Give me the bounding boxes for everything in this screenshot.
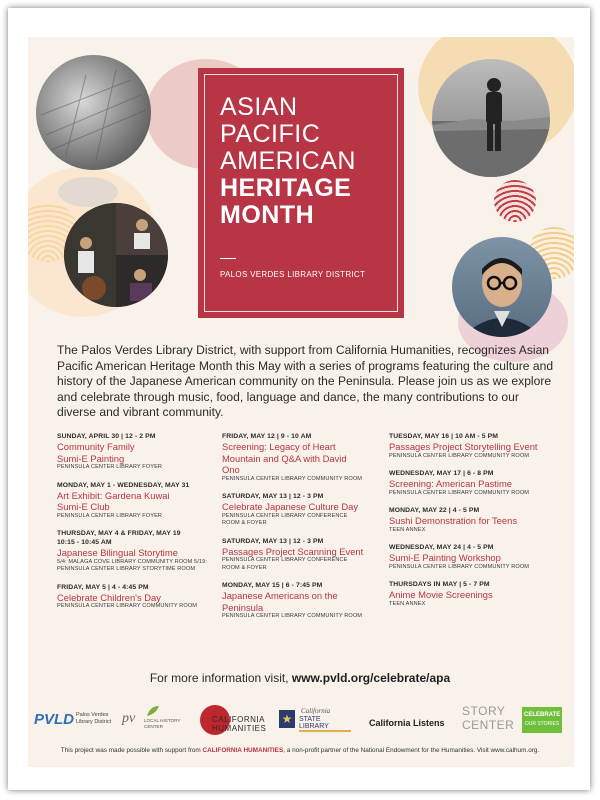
- event-date: WEDNESDAY, MAY 17 | 6 - 8 PM: [389, 470, 494, 477]
- csl-text: STATE LIBRARY: [299, 716, 351, 732]
- drummer-figures-icon: [64, 203, 168, 307]
- event-date: FRIDAY, MAY 5 | 4 - 4:45 PM: [57, 583, 149, 591]
- aerial-texture-icon: [36, 55, 151, 170]
- event-item: [222, 537, 392, 573]
- event-title[interactable]: Anime Movie Screenings: [389, 589, 493, 600]
- title-line-2: PACIFIC: [220, 120, 321, 148]
- footer-highlight: CALIFORNIA HUMANITIES: [202, 747, 284, 754]
- event-title[interactable]: Japanese Bilingual Storytime: [57, 547, 178, 558]
- red-wave-circle: [494, 180, 536, 222]
- event-location: 5/4: MALAGA COVE LIBRARY COMMUNITY ROOM 5/19: PENINSULA CENTER LIBRARY STORYTIME ROOM: [57, 558, 207, 572]
- event-location: PENINSULA CENTER LIBRARY COMMUNITY ROOM: [389, 563, 530, 570]
- title-subtitle: PALOS VERDES LIBRARY DISTRICT: [220, 270, 366, 279]
- event-item: [389, 469, 559, 497]
- event-item: [222, 581, 392, 621]
- event-date: FRIDAY, MAY 12 | 9 - 10 AM: [222, 433, 312, 440]
- california-state-library-logo[interactable]: [279, 706, 351, 734]
- man-silhouette-icon: [432, 59, 550, 177]
- event-title[interactable]: Japanese Americans on the Peninsula: [222, 590, 338, 613]
- event-item: [389, 543, 559, 571]
- event-date: TUESDAY, MAY 16 | 10 AM - 5 PM: [389, 433, 499, 440]
- leaf-icon: [146, 705, 160, 717]
- event-location: PENINSULA CENTER LIBRARY COMMUNITY ROOM: [222, 613, 363, 619]
- pvld-logo[interactable]: [34, 709, 116, 733]
- ch-line-2: HUMANITIES: [212, 724, 267, 733]
- event-date: MONDAY, MAY 22 | 4 - 5 PM: [389, 507, 480, 514]
- story-center-logo[interactable]: [462, 704, 515, 736]
- event-location: PENINSULA CENTER LIBRARY COMMUNITY ROOM: [222, 475, 363, 482]
- event-title[interactable]: Celebrate Japanese Culture Day: [222, 501, 359, 512]
- csl-star-badge-icon: ★: [279, 710, 295, 728]
- portrait-icon: [452, 237, 552, 337]
- our-stories-text: OUR STORIES: [524, 721, 560, 727]
- event-title[interactable]: Celebrate Children's Day: [57, 591, 161, 603]
- event-item: [57, 529, 227, 574]
- event-location: TEEN ANNEX: [389, 600, 426, 607]
- event-item: [57, 432, 227, 472]
- photo-man-at-camp: [432, 59, 550, 177]
- csl-top-text: California: [301, 707, 331, 715]
- title-line-5: MONTH: [220, 201, 315, 229]
- event-location: PENINSULA CENTER LIBRARY FOYER: [57, 512, 163, 519]
- event-item: [389, 432, 559, 460]
- historic-photo-aerial: [36, 55, 151, 170]
- events-column-3: [389, 432, 559, 617]
- event-date: THURSDAYS IN MAY | 5 - 7 PM: [389, 581, 490, 588]
- california-listens-text: California Listens: [369, 718, 445, 728]
- pvld-wordmark: PVLD: [34, 711, 75, 728]
- local-history-center-logo[interactable]: [122, 705, 192, 735]
- photo-portrait-david-ono: [452, 237, 552, 337]
- photo-taiko-drummers: [64, 203, 168, 307]
- story-text: STORY: [462, 704, 506, 718]
- event-location: TEEN ANNEX: [389, 526, 426, 533]
- more-info-link[interactable]: www.pvld.org/celebrate/apa: [291, 671, 451, 685]
- event-location: PENINSULA CENTER LIBRARY CONFERENCE ROOM & FOYER: [222, 557, 348, 571]
- intro-paragraph: The Palos Verdes Library District, with support from California Humanities, recognizes Asian Pacific American Heritage Month this May with a series of programs featuring the culture and history of the Japanese American community on the Peninsula. Please join us as we explore and celebrate through music, food, language and dance, the many contributions to our diverse and vibrant community.: [57, 343, 554, 420]
- california-listens-logo[interactable]: [369, 713, 447, 729]
- more-info: [0, 671, 600, 685]
- title-box: [198, 68, 404, 318]
- event-location: PENINSULA CENTER LIBRARY COMMUNITY ROOM: [389, 452, 530, 459]
- event-item: [389, 580, 559, 608]
- ch-line-1: CALIFORNIA: [212, 715, 266, 724]
- event-date: SUNDAY, APRIL 30 | 12 - 2 PM: [57, 433, 156, 440]
- event-item: [57, 583, 227, 611]
- event-location: PENINSULA CENTER LIBRARY FOYER: [57, 464, 163, 470]
- california-humanities-logo[interactable]: [200, 703, 268, 739]
- event-date: SATURDAY, MAY 13 | 12 - 3 PM: [222, 493, 324, 500]
- footer-pre: This project was made possible with support from: [60, 747, 203, 754]
- event-title[interactable]: Sumi-E Painting Workshop: [389, 552, 501, 563]
- pv-mark: pv: [122, 711, 136, 726]
- event-date: WEDNESDAY, MAY 24 | 4 - 5 PM: [389, 544, 494, 551]
- event-date: MONDAY, MAY 1 - WEDNESDAY, MAY 31: [57, 481, 190, 489]
- event-title[interactable]: Passages Project Scanning Event: [222, 545, 364, 557]
- footer-credit: [0, 747, 600, 754]
- more-info-prefix: For more information visit,: [149, 671, 292, 685]
- title-line-4: HERITAGE: [220, 174, 352, 202]
- event-item: [222, 432, 392, 483]
- footer-post: , a non-profit partner of the National Endowment for the Humanities. Visit www.calhum.org.: [283, 747, 540, 754]
- local-history-center-text: LOCAL HISTORY CENTER: [144, 718, 181, 729]
- partner-logos: [0, 703, 600, 739]
- pvld-subtitle: Palos Verdes Library District: [76, 712, 112, 725]
- event-item: [57, 481, 227, 521]
- event-date: SATURDAY, MAY 13 | 12 - 3 PM: [222, 537, 324, 545]
- event-title[interactable]: Screening: Legacy of Heart Mountain and Q&A with David Ono: [222, 441, 347, 475]
- title-divider: [220, 258, 236, 259]
- center-text: CENTER: [462, 718, 515, 732]
- title-line-3: AMERICAN: [220, 147, 356, 175]
- event-title[interactable]: Sushi Demonstration for Teens: [389, 515, 518, 526]
- events-column-2: [222, 432, 392, 630]
- event-date: MONDAY, MAY 15 | 6 - 7:45 PM: [222, 582, 323, 589]
- event-title[interactable]: Screening: American Pastime: [389, 478, 512, 489]
- event-item: [222, 492, 392, 528]
- events-column-1: [57, 432, 227, 620]
- event-location: PENINSULA CENTER LIBRARY CONFERENCE ROOM & FOYER: [222, 512, 348, 526]
- celebrate-text: CELEBRATE: [524, 712, 561, 718]
- event-item: [389, 506, 559, 534]
- event-title[interactable]: Community Family Sumi-E Painting: [57, 441, 135, 464]
- event-location: PENINSULA CENTER LIBRARY COMMUNITY ROOM: [389, 489, 530, 496]
- page-title: [220, 94, 356, 229]
- event-title[interactable]: Passages Project Storytelling Event: [389, 441, 538, 452]
- event-date: THURSDAY, MAY 4 & FRIDAY, MAY 19 10:15 - 10:45 AM: [57, 530, 181, 546]
- event-location: PENINSULA CENTER LIBRARY COMMUNITY ROOM: [57, 603, 198, 609]
- event-title[interactable]: Art Exhibit: Gardena Kuwai Sumi-E Club: [57, 489, 170, 512]
- celebrate-our-stories-logo[interactable]: [522, 707, 562, 733]
- title-line-1: ASIAN: [220, 93, 298, 121]
